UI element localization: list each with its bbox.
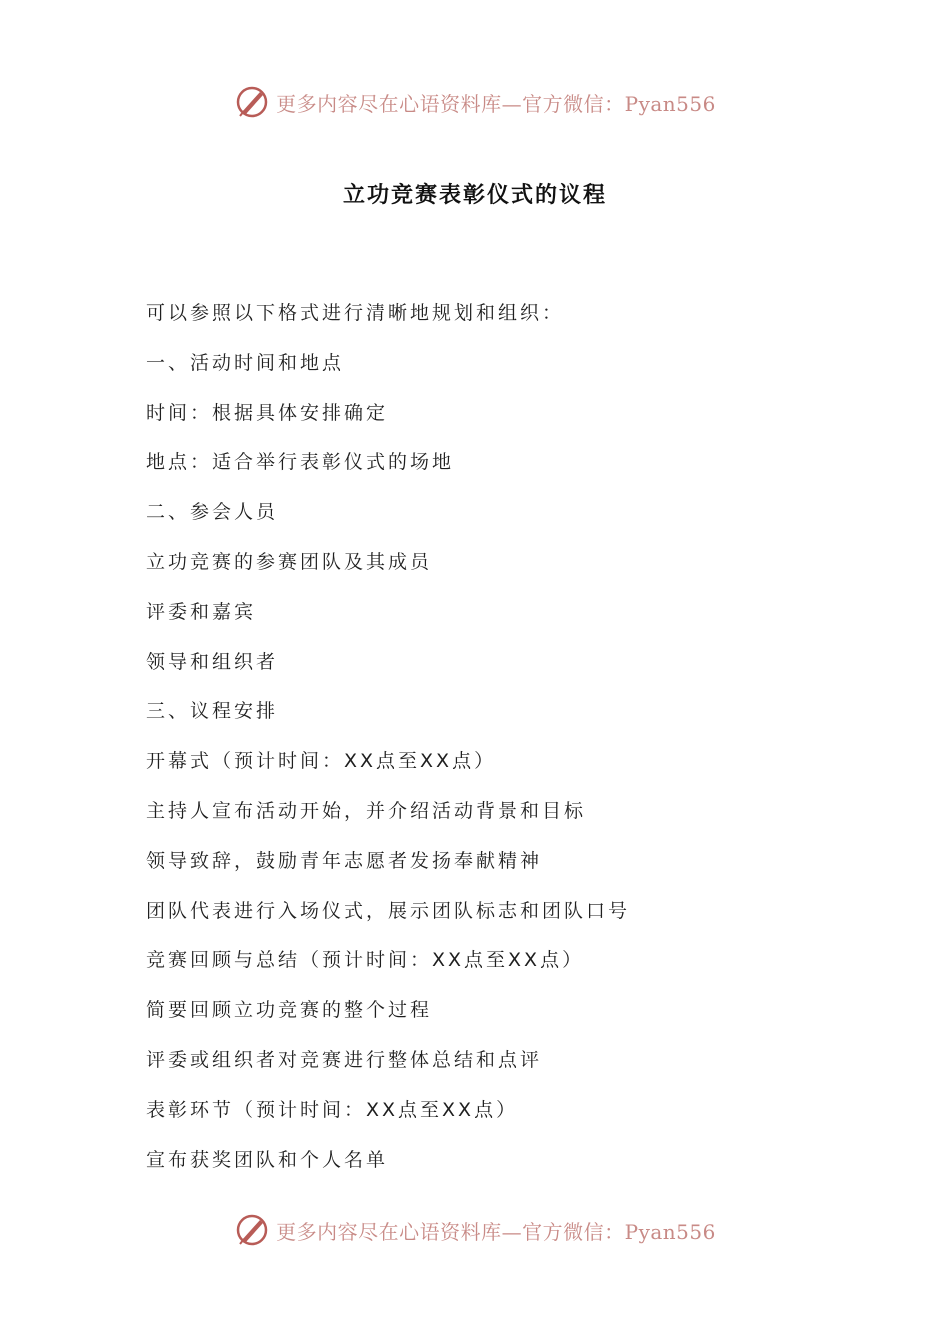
quill-pen-logo-icon <box>234 1212 270 1248</box>
section-heading: 三、议程安排 <box>146 700 279 723</box>
body-line: 开幕式（预计时间：XX点至XX点） <box>146 750 497 773</box>
section-heading: 一、活动时间和地点 <box>146 351 345 374</box>
body-line: 宣布获奖团队和个人名单 <box>146 1148 389 1171</box>
section-heading: 二、参会人员 <box>146 501 279 524</box>
body-line: 可以参照以下格式进行清晰地规划和组织： <box>146 302 565 324</box>
document-title: 立功竞赛表彰仪式的议程 <box>342 183 607 208</box>
body-line: 团队代表进行入场仪式，展示团队标志和团队口号 <box>146 899 631 922</box>
body-line: 评委或组织者对竞赛进行整体总结和点评 <box>146 1048 543 1071</box>
body-line: 表彰环节（预计时间：XX点至XX点） <box>146 1098 519 1121</box>
body-line: 领导致辞，鼓励青年志愿者发扬奉献精神 <box>146 849 543 872</box>
body-line: 评委和嘉宾 <box>146 600 257 623</box>
watermark-banner-bottom <box>0 1210 950 1250</box>
body-line: 主持人宣布活动开始，并介绍活动背景和目标 <box>146 799 587 822</box>
quill-pen-logo-icon <box>234 84 270 120</box>
body-line: 简要回顾立功竞赛的整个过程 <box>146 999 433 1022</box>
watermark-text: 更多内容尽在心语资料库—官方微信：Pyan556 <box>276 91 716 116</box>
watermark-text: 更多内容尽在心语资料库—官方微信：Pyan556 <box>276 1219 716 1244</box>
body-line: 时间：根据具体安排确定 <box>146 401 389 424</box>
watermark-banner-top <box>0 82 950 122</box>
body-line: 地点：适合举行表彰仪式的场地 <box>146 451 455 474</box>
body-line: 领导和组织者 <box>146 650 279 673</box>
body-line: 竞赛回顾与总结（预计时间：XX点至XX点） <box>146 949 585 972</box>
document-body <box>146 296 846 1192</box>
body-line: 立功竞赛的参赛团队及其成员 <box>146 550 433 573</box>
